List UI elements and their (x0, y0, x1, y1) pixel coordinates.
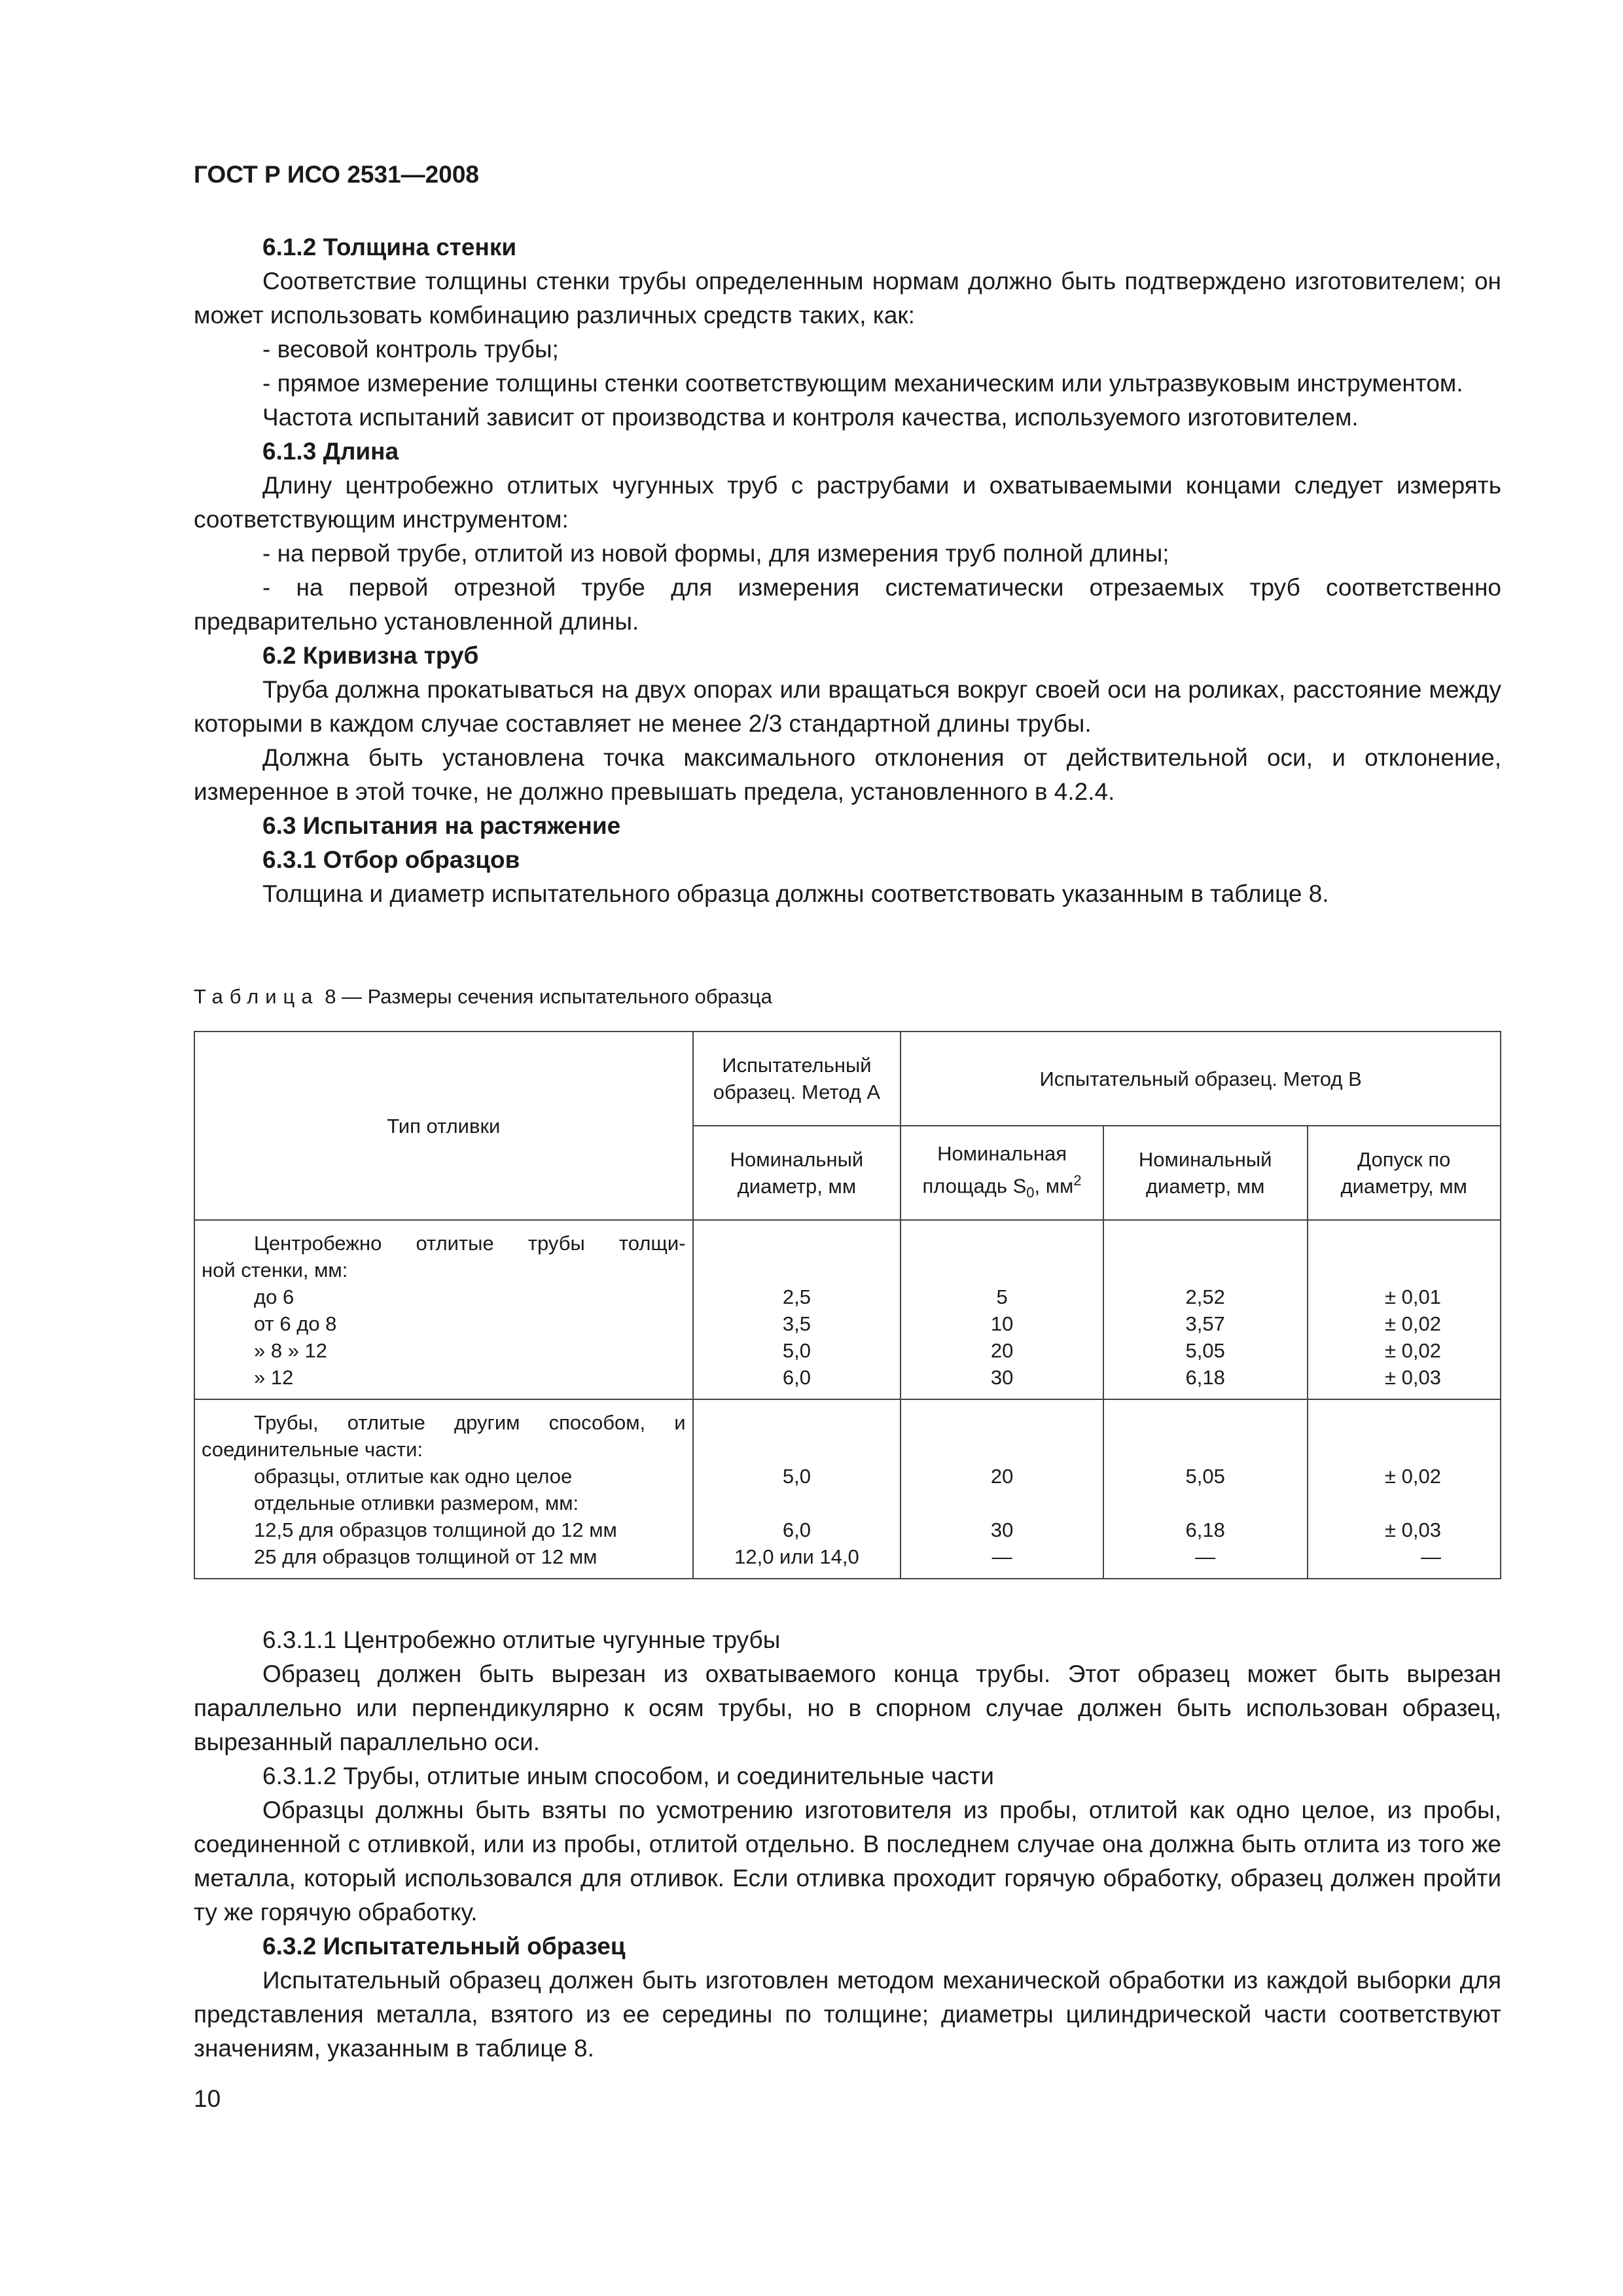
section-heading-6-1-3: 6.1.3 Длина (262, 438, 399, 465)
column-header-a-diameter: Номинальный диаметр, мм (693, 1126, 901, 1220)
table-cell-a-diameter: 5,0 6,0 12,0 или 14,0 (693, 1399, 901, 1579)
table-cell-b-tolerance: ± 0,02 ± 0,03 — (1308, 1399, 1501, 1579)
column-header-method-b: Испытательный образец. Метод В (901, 1031, 1501, 1126)
table-cell-b-diameter: 5,05 6,18 — (1103, 1399, 1308, 1579)
column-header-b-area: Номинальная площадь $S_0$, $мм^2$ (901, 1126, 1103, 1220)
paragraph: Образцы должны быть взяты по усмотрению изготовителя из пробы, отлитой как одно целое, из пробы, соединенной с отливкой, или из пробы, отлитой отдельно. В последнем случае она должна быть отлита из того же металла, который использовался для отливок. Если отливка проходит горячую обработку, образец должен пройти ту же горячую обработку. (194, 1797, 1501, 1926)
subsection-heading-6-3-1-2: 6.3.1.2 Трубы, отлитые иным способом, и соединительные части (262, 1763, 994, 1789)
table-cell-type: Центробежно отлитые трубы толщи- ной стенки, мм: до 6 от 6 до 8 » 8 » 12 » 12 (194, 1220, 693, 1399)
table-header-row (194, 1031, 1501, 1126)
table-cell-b-tolerance: ± 0,01 ± 0,02 ± 0,02 ± 0,03 (1308, 1220, 1501, 1399)
paragraph: Частота испытаний зависит от производства и контроля качества, используемого изготовителем. (262, 404, 1359, 431)
specimen-dimensions-table (194, 1031, 1501, 1579)
list-item: - на первой трубе, отлитой из новой формы, для измерения труб полной длины; (262, 540, 1169, 567)
table-row-group-other (194, 1399, 1501, 1579)
table-cell-a-diameter: 2,5 3,5 5,0 6,0 (693, 1220, 901, 1399)
table-caption (194, 985, 772, 1009)
column-header-type: Тип отливки (194, 1031, 693, 1220)
list-item: - весовой контроль трубы; (262, 336, 559, 363)
table-cell-type: Трубы, отлитые другим способом, и соединительные части: образцы, отлитые как одно целое отдельные отливки размером, мм: 12,5 для образцов толщиной до 12 мм 25 для образцов толщиной от 12 мм (194, 1399, 693, 1579)
paragraph: Соответствие толщины стенки трубы определенным нормам должно быть подтверждено изготовителем; он может использовать комбинацию различных средств таких, как: (194, 268, 1501, 329)
section-heading-6-3-1: 6.3.1 Отбор образцов (262, 846, 520, 873)
section-heading-6-1-2: 6.1.2 Толщина стенки (262, 234, 517, 260)
section-heading-6-3-2: 6.3.2 Испытательный образец (262, 1933, 626, 1960)
section-heading-6-3: 6.3 Испытания на растяжение (262, 812, 621, 839)
column-header-b-tolerance: Допуск по диаметру, мм (1308, 1126, 1501, 1220)
table-cell-b-diameter: 2,52 3,57 5,05 6,18 (1103, 1220, 1308, 1399)
table-row-group-centrifugal (194, 1220, 1501, 1399)
paragraph: Должна быть установлена точка максимального отклонения от действительной оси, и отклонение, измеренное в этой точке, не должно превышать предела, установленного в 4.2.4. (194, 744, 1501, 805)
paragraph: Труба должна прокатываться на двух опорах или вращаться вокруг своей оси на роликах, расстояние между которыми в каждом случае составляет не менее 2/3 стандартной длины трубы. (194, 676, 1501, 737)
section-heading-6-2: 6.2 Кривизна труб (262, 642, 479, 669)
table-cell-b-area: 5 10 20 30 (901, 1220, 1103, 1399)
list-item: - прямое измерение толщины стенки соответствующим механическим или ультразвуковым инструментом. (262, 370, 1463, 397)
paragraph: Испытательный образец должен быть изготовлен методом механической обработки из каждой выборки для представления металла, взятого из ее середины по толщине; диаметры цилиндрической части соответствуют значениям, указанным в таблице 8. (194, 1967, 1501, 2062)
table-caption-text: 8 — Размеры сечения испытательного образца (325, 985, 772, 1008)
lower-text-block (194, 1623, 1501, 2066)
column-header-b-diameter: Номинальный диаметр, мм (1103, 1126, 1308, 1220)
paragraph: Толщина и диаметр испытательного образца должны соответствовать указанным в таблице 8. (262, 880, 1329, 907)
upper-text-block (194, 230, 1501, 911)
subsection-heading-6-3-1-1: 6.3.1.1 Центробежно отлитые чугунные трубы (262, 1626, 781, 1653)
list-item: - на первой отрезной трубе для измерения систематически отрезаемых труб соответственно предварительно установленной длины. (194, 574, 1501, 635)
column-header-method-a: Испытательный образец. Метод А (693, 1031, 901, 1126)
table-cell-b-area: 20 30 — (901, 1399, 1103, 1579)
table-caption-label: Таблица (194, 985, 319, 1008)
page-number: 10 (194, 2085, 221, 2112)
paragraph: Длину центробежно отлитых чугунных труб с раструбами и охватываемыми концами следует измерять соответствующим инструментом: (194, 472, 1501, 533)
document-header: ГОСТ Р ИСО 2531—2008 (194, 161, 479, 188)
paragraph: Образец должен быть вырезан из охватываемого конца трубы. Этот образец может быть вырезан параллельно или перпендикулярно к осям трубы, но в спорном случае должен быть использован образец, вырезанный параллельно оси. (194, 1660, 1501, 1755)
